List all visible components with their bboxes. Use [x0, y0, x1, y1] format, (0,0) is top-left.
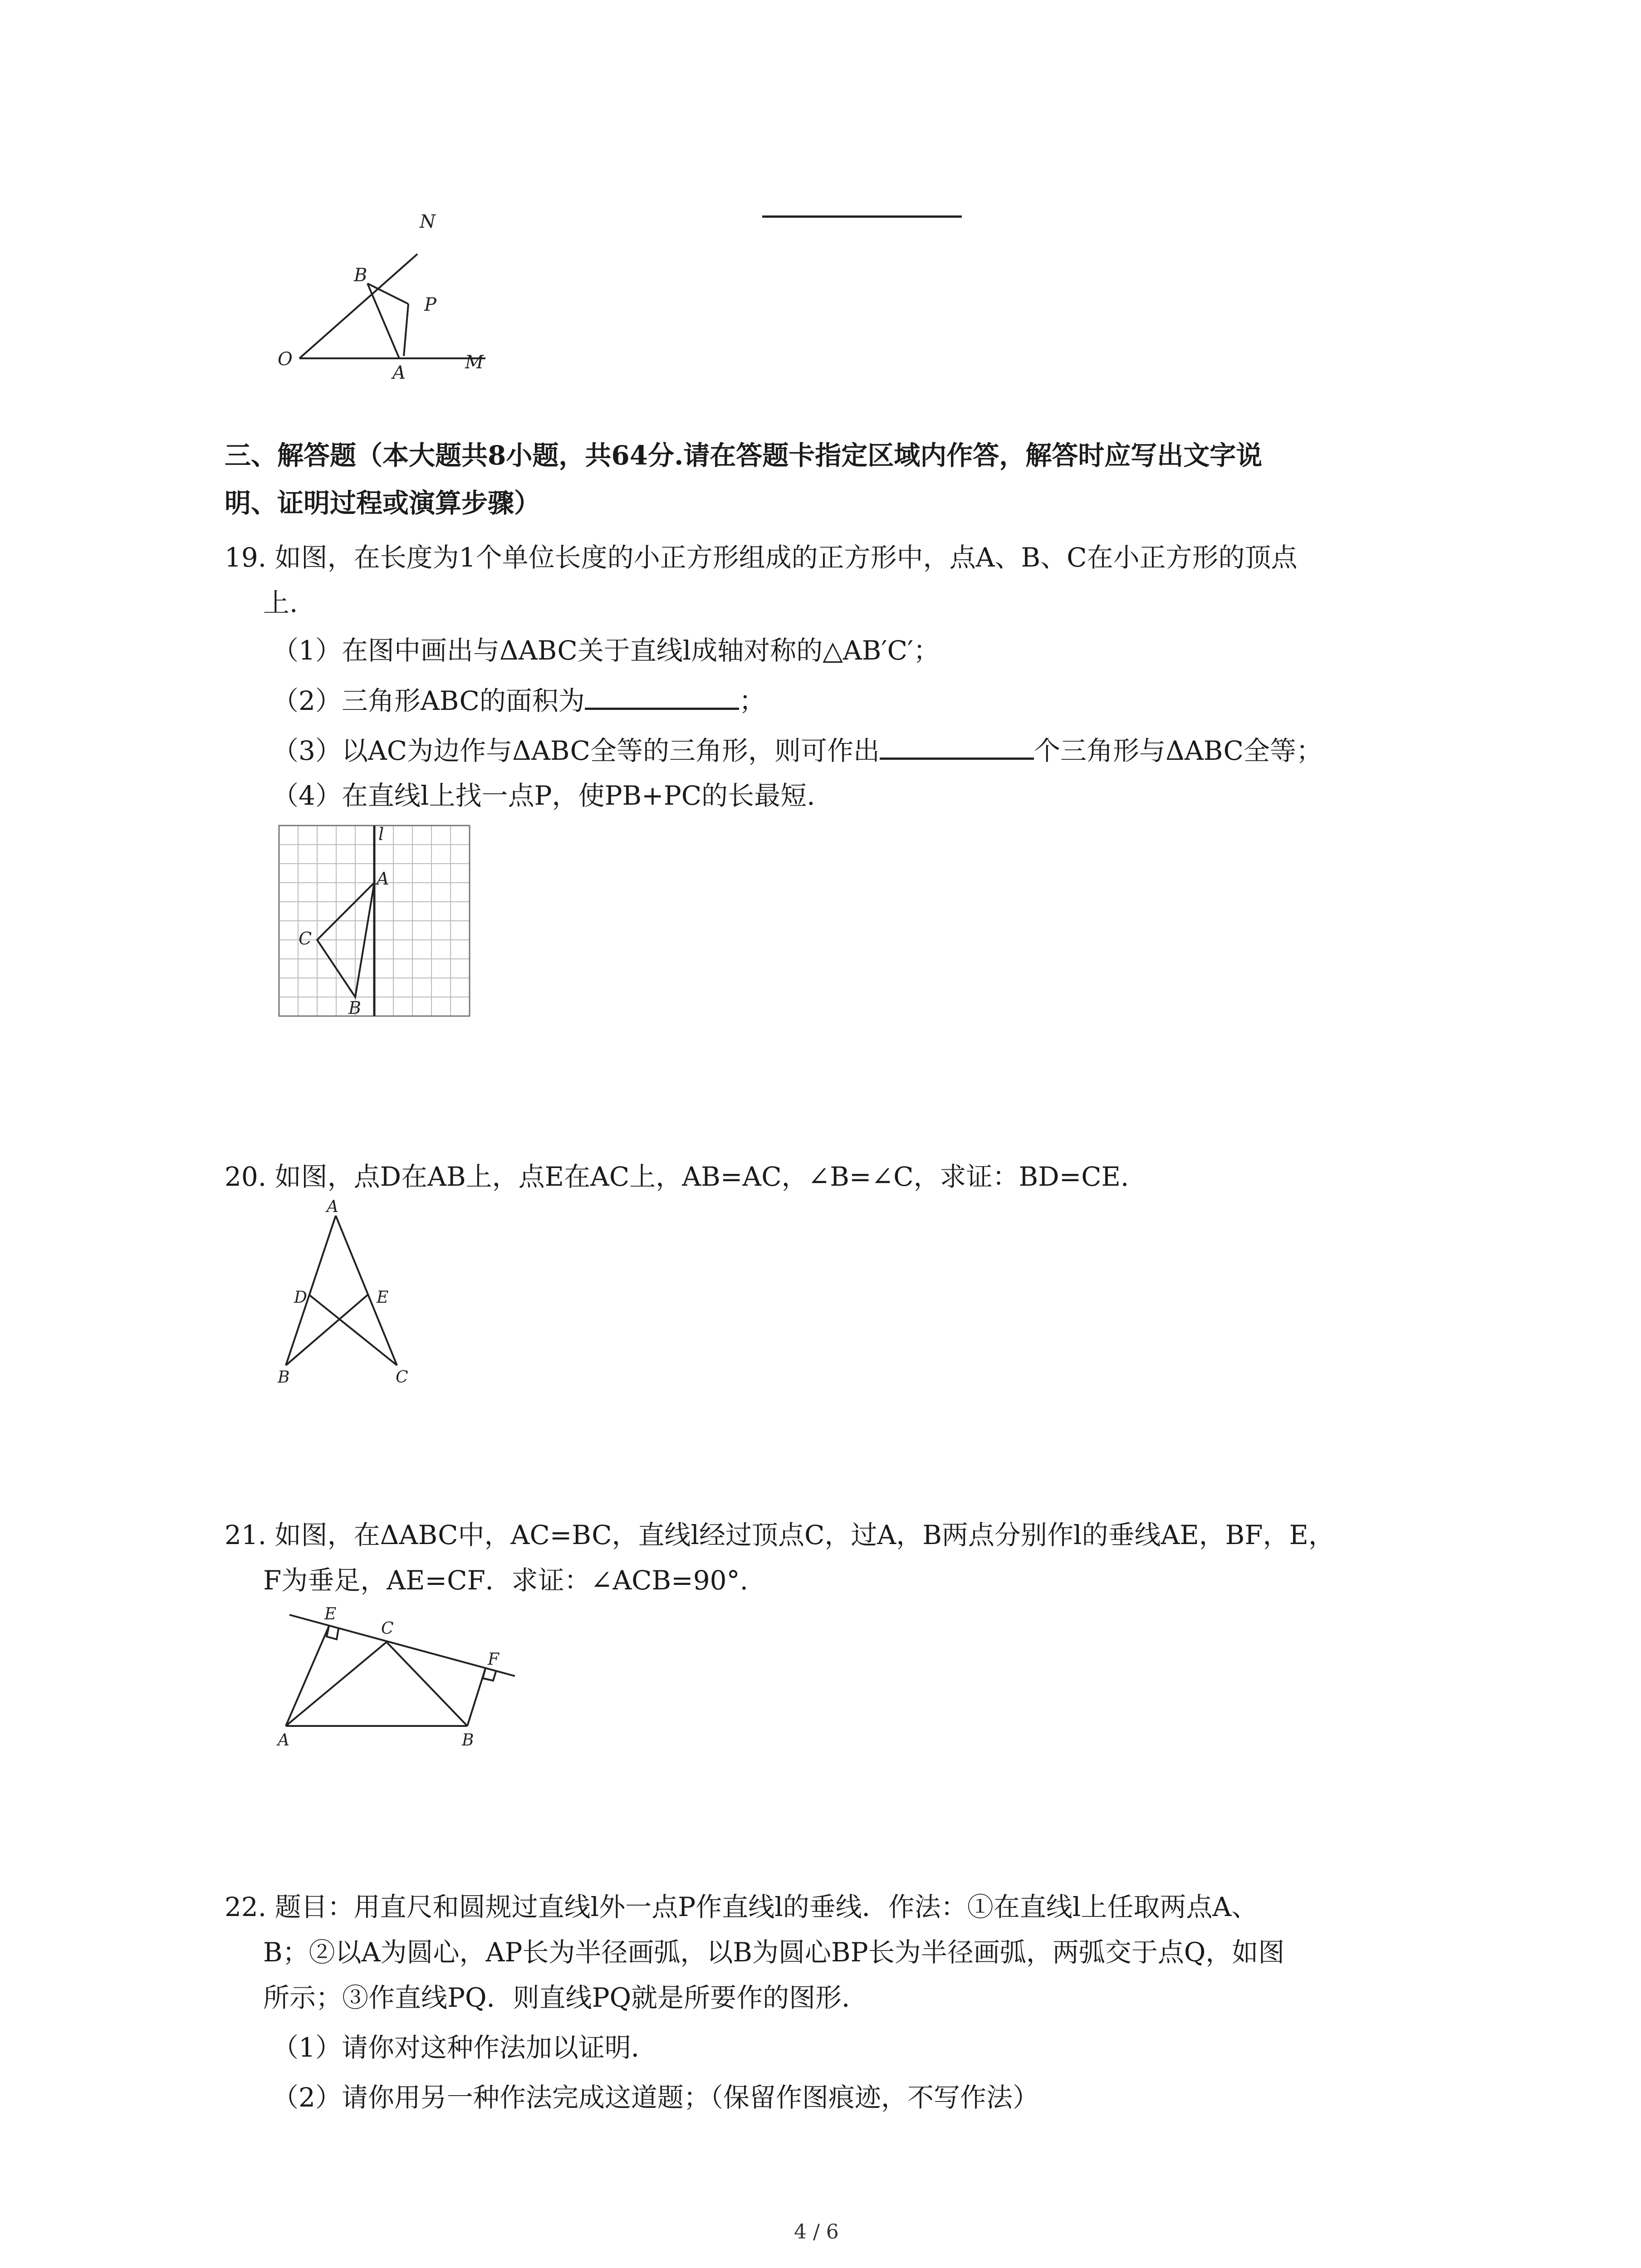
- label-m: M: [465, 352, 484, 373]
- figure-q19-grid: [268, 816, 485, 1025]
- q19-part2: [272, 685, 765, 717]
- q19-stem-cont: 上.: [263, 587, 298, 618]
- section-heading: 三、解答题（本大题共8小题，共64分.请在答题卡指定区域内作答，解答时应写出文字说: [225, 440, 1263, 471]
- line-l: [289, 1615, 515, 1676]
- q19-stem: 19. 如图，在长度为1个单位长度的小正方形组成的正方形中，点A、B、C在小正方形的顶点: [225, 542, 1298, 573]
- q19-part3-end: 个三角形与ΔABC全等；: [1034, 735, 1323, 766]
- figure-q21: [268, 1601, 522, 1751]
- label-c: C: [396, 1368, 408, 1387]
- label-l: l: [378, 824, 384, 844]
- label-p: P: [424, 294, 436, 315]
- q19-part2-text: （2）三角形ABC的面积为: [272, 685, 585, 716]
- section-heading-cont: 明、证明过程或演算步骤）: [225, 488, 541, 518]
- q20-stem: 20. 如图，点D在AB上，点E在AC上，AB=AC，∠B=∠C，求证：BD=CE.: [225, 1161, 1129, 1192]
- figure-angle-opn: [245, 200, 554, 399]
- label-b: B: [462, 1731, 474, 1750]
- side-ac: [286, 1642, 387, 1726]
- label-c: C: [381, 1619, 394, 1638]
- label-a: A: [377, 869, 389, 889]
- q19-part2-end: ；: [739, 685, 765, 716]
- q21-stem: 21. 如图，在ΔABC中，AC=BC，直线l经过顶点C，过A，B两点分别作l的垂线AE，BF，E，: [225, 1520, 1335, 1550]
- label-a: A: [392, 362, 406, 383]
- page-number: 4 / 6: [794, 2220, 839, 2244]
- q21-stem-cont: F为垂足，AE=CF．求证：∠ACB=90°.: [263, 1565, 749, 1596]
- q22-part1: （1）请你对这种作法加以证明．: [272, 2032, 657, 2063]
- label-n: N: [420, 211, 436, 232]
- label-a: A: [327, 1198, 338, 1216]
- q19-part3: [272, 735, 1323, 767]
- label-b: B: [348, 998, 361, 1018]
- segment-ba: [367, 284, 399, 358]
- label-c: C: [299, 929, 312, 948]
- q19-part3-text: （3）以AC为边作与ΔABC全等的三角形，则可作出: [272, 735, 880, 766]
- q22-stem-cont2: 所示；③作直线PQ．则直线PQ就是所要作的图形．: [263, 1982, 868, 2013]
- label-b: B: [278, 1368, 290, 1387]
- segment-ea: [286, 1626, 329, 1726]
- label-d: D: [294, 1288, 307, 1307]
- q19-count-blank[interactable]: [880, 735, 1034, 760]
- q19-area-blank[interactable]: [585, 685, 739, 710]
- label-a: A: [278, 1731, 289, 1750]
- q22-stem: 22. 题目：用直尺和圆规过直线l外一点P作直线l的垂线．作法：①在直线l上任取两点A、: [225, 1892, 1258, 1922]
- q22-stem-cont1: B；②以A为圆心，AP长为半径画弧，以B为圆心BP长为半径画弧，两弧交于点Q，如图: [263, 1937, 1285, 1968]
- figure-q20: [268, 1198, 422, 1388]
- label-f: F: [488, 1650, 499, 1669]
- label-b: B: [354, 265, 367, 286]
- q22-part2: （2）请你用另一种作法完成这道题；（保留作图痕迹，不写作法）: [272, 2082, 1039, 2113]
- label-o: O: [278, 349, 293, 370]
- q19-part4: （4）在直线l上找一点P，使PB+PC的长最短.: [272, 780, 815, 811]
- label-e: E: [377, 1288, 389, 1307]
- answer-blank-top[interactable]: [762, 215, 962, 218]
- side-cb: [387, 1642, 467, 1726]
- label-e: E: [324, 1605, 337, 1623]
- q19-part1: （1）在图中画出与ΔABC关于直线l成轴对称的△AB′C′；: [272, 635, 940, 666]
- segment-pa: [404, 304, 408, 356]
